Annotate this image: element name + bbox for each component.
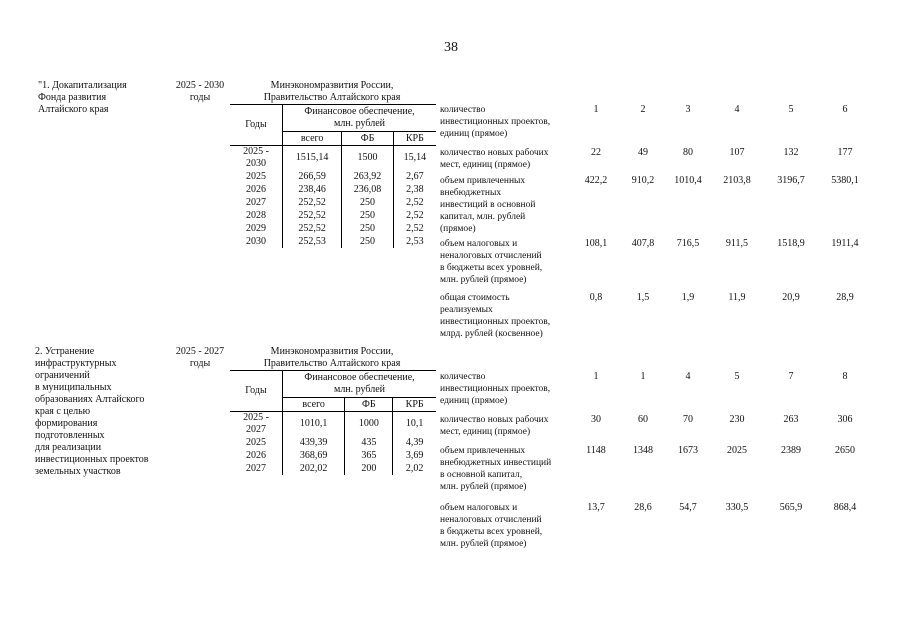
financing-cell: 1500 xyxy=(342,146,393,171)
measure-name-line: земельных участков xyxy=(35,466,121,477)
financing-cell: 2025 xyxy=(246,170,266,182)
financing-row xyxy=(230,209,436,222)
financing-cell: 2,38 xyxy=(393,183,436,196)
financing-cell: 202,02 xyxy=(283,462,345,475)
financing-cell: 252,53 xyxy=(283,235,342,248)
indicator-name-line: количество новых рабочих xyxy=(440,415,549,425)
indicator-value: 30 xyxy=(591,414,601,425)
indicator-name-line: инвестиционных проектов, xyxy=(440,317,551,327)
financing-row xyxy=(230,449,436,462)
indicator-name xyxy=(440,238,575,286)
measure-period xyxy=(170,346,230,370)
indicator-name-line: количество xyxy=(440,105,486,115)
indicator-value: 22 xyxy=(591,147,601,158)
financing-cell: 250 xyxy=(342,222,393,235)
financing-cell: 2028 xyxy=(246,209,266,221)
financing-cell: 2029 xyxy=(246,222,266,234)
indicator-value: 911,5 xyxy=(725,238,749,249)
indicator-value: 108,1 xyxy=(584,238,608,249)
responsible-executor-line: Правительство Алтайского края xyxy=(263,92,401,103)
financing-row xyxy=(230,196,436,209)
financing-row xyxy=(230,146,436,171)
responsible-executor xyxy=(232,346,432,370)
measure-name-line: в муниципальных xyxy=(35,382,112,393)
indicator-value: 107 xyxy=(729,147,745,158)
indicator-value: 407,8 xyxy=(631,238,655,249)
measure-name-line: формирования xyxy=(35,418,98,429)
measure-name xyxy=(38,80,168,116)
financing-cell: 2025 - 2027 xyxy=(243,412,269,435)
indicator-value: 2650 xyxy=(835,445,855,456)
financing-cell: 2,52 xyxy=(393,209,436,222)
financing-fb-header: ФБ xyxy=(342,132,393,146)
financing-cell: 252,52 xyxy=(283,196,342,209)
indicator-value: 1,9 xyxy=(681,292,695,303)
indicator-value: 177 xyxy=(837,147,853,158)
indicator-name-line: в бюджеты всех уровней, xyxy=(440,527,543,537)
indicator-name-line: объем привлеченных xyxy=(440,176,526,186)
measure-name-line: ограничений xyxy=(35,370,90,381)
financing-table xyxy=(230,104,436,248)
indicator-value: 1 xyxy=(593,371,599,382)
indicator-name-line: количество xyxy=(440,372,486,382)
indicator-name-line: инвестиционных проектов, xyxy=(440,384,551,394)
financing-row xyxy=(230,412,436,437)
responsible-executor-line: Минэкономразвития России, xyxy=(270,346,394,357)
indicator-name xyxy=(440,104,575,140)
measure-period xyxy=(170,80,230,104)
measure-name xyxy=(35,346,165,478)
measure-name-line: "1. Докапитализация xyxy=(38,80,127,91)
indicator-value: 1148 xyxy=(586,445,606,456)
indicator-name-line: капитал, млн. рублей xyxy=(440,212,526,222)
financing-years-header: Годы xyxy=(230,371,283,412)
measure-name-line: образованиях Алтайского xyxy=(35,394,145,405)
indicator-value: 910,2 xyxy=(631,175,655,186)
measure-name-line: 2. Устранение xyxy=(35,346,95,357)
measure-period-line: годы xyxy=(189,92,211,103)
financing-cell: 250 xyxy=(342,196,393,209)
financing-row xyxy=(230,462,436,475)
indicator-name xyxy=(440,292,575,340)
financing-amount-header xyxy=(283,105,437,132)
indicator-value: 0,8 xyxy=(589,292,603,303)
indicator-name-line: общая стоимость xyxy=(440,293,510,303)
indicator-name-line: объем привлеченных xyxy=(440,446,526,456)
page-number: 38 xyxy=(444,40,458,55)
indicator-value: 1 xyxy=(593,104,599,115)
financing-cell: 2,67 xyxy=(393,170,436,183)
indicator-value: 8 xyxy=(842,371,848,382)
indicator-name-line: внебюджетных инвестиций xyxy=(440,458,552,468)
indicator-value: 6 xyxy=(842,104,848,115)
indicator-value: 2 xyxy=(640,104,646,115)
measure-period-line: 2025 - 2027 xyxy=(175,346,225,357)
indicator-name-line: млн. рублей (прямое) xyxy=(440,539,527,549)
indicator-name-line: инвестиций в основной xyxy=(440,200,536,210)
financing-cell: 365 xyxy=(345,449,393,462)
responsible-executor-line: Правительство Алтайского края xyxy=(263,358,401,369)
indicator-value: 263 xyxy=(783,414,799,425)
indicator-value: 49 xyxy=(638,147,648,158)
indicator-value: 4 xyxy=(734,104,740,115)
indicator-value: 2389 xyxy=(781,445,801,456)
indicator-name-line: млн. рублей (прямое) xyxy=(440,482,527,492)
indicator-name-line: объем налоговых и xyxy=(440,503,518,513)
financing-cell: 15,14 xyxy=(393,146,436,171)
indicator-name-line: объем налоговых и xyxy=(440,239,518,249)
financing-cell: 2027 xyxy=(246,196,266,208)
financing-cell: 250 xyxy=(342,235,393,248)
financing-amount-header-line: Финансовое обеспечение, xyxy=(304,106,415,117)
financing-total-header: всего xyxy=(283,398,345,412)
indicator-value: 7 xyxy=(788,371,794,382)
financing-cell: 263,92 xyxy=(342,170,393,183)
financing-amount-header-line: млн. рублей xyxy=(333,384,386,395)
measure-name-line: края с целью xyxy=(35,406,91,417)
measure-name-line: инфраструктурных xyxy=(35,358,117,369)
financing-cell: 2026 xyxy=(246,183,266,195)
financing-cell: 252,52 xyxy=(283,222,342,235)
financing-cell: 4,39 xyxy=(393,436,436,449)
measure-period-line: 2025 - 2030 xyxy=(175,80,225,91)
indicator-name-line: неналоговых отчислений xyxy=(440,515,542,525)
financing-cell: 236,08 xyxy=(342,183,393,196)
measure-name-line: для реализации xyxy=(35,442,102,453)
financing-amount-header-line: Финансовое обеспечение, xyxy=(304,372,415,383)
financing-amount-header-line: млн. рублей xyxy=(333,118,386,129)
indicator-name-line: млрд. рублей (косвенное) xyxy=(440,329,543,339)
financing-years-header: Годы xyxy=(230,105,283,146)
financing-table xyxy=(230,370,436,475)
indicator-value: 330,5 xyxy=(725,502,749,513)
financing-cell: 439,39 xyxy=(283,436,345,449)
indicator-value: 4 xyxy=(685,371,691,382)
indicator-value: 716,5 xyxy=(676,238,700,249)
measure-name-line: Алтайского края xyxy=(38,104,109,115)
measure-period-line: годы xyxy=(189,358,211,369)
financing-cell: 2026 xyxy=(246,449,266,461)
indicator-name-line: мест, единиц (прямое) xyxy=(440,160,531,170)
indicator-name-line: в основной капитал, xyxy=(440,470,523,480)
indicator-value: 422,2 xyxy=(584,175,608,186)
indicator-name-line: в бюджеты всех уровней, xyxy=(440,263,543,273)
indicator-name xyxy=(440,175,575,235)
financing-fb-header: ФБ xyxy=(345,398,393,412)
financing-cell: 2,52 xyxy=(393,196,436,209)
responsible-executor-line: Минэкономразвития России, xyxy=(270,80,394,91)
financing-krb-header: КРБ xyxy=(393,132,436,146)
responsible-executor xyxy=(232,80,432,104)
indicator-value: 5380,1 xyxy=(831,175,859,186)
indicator-value: 1911,4 xyxy=(831,238,859,249)
indicator-value: 54,7 xyxy=(679,502,697,513)
financing-cell: 1000 xyxy=(345,412,393,437)
measure-name-line: подготовленных xyxy=(35,430,105,441)
indicator-name-line: инвестиционных проектов, xyxy=(440,117,551,127)
indicator-name-line: реализуемых xyxy=(440,305,493,315)
indicator-value: 60 xyxy=(638,414,648,425)
indicator-value: 5 xyxy=(788,104,794,115)
indicator-value: 2025 xyxy=(727,445,747,456)
financing-cell: 3,69 xyxy=(393,449,436,462)
indicator-value: 80 xyxy=(683,147,693,158)
financing-cell: 2,02 xyxy=(393,462,436,475)
financing-cell: 10,1 xyxy=(393,412,436,437)
indicator-value: 230 xyxy=(729,414,745,425)
indicator-value: 11,9 xyxy=(728,292,746,303)
financing-cell: 252,52 xyxy=(283,209,342,222)
indicator-name xyxy=(440,147,575,171)
financing-row xyxy=(230,436,436,449)
indicator-value: 565,9 xyxy=(779,502,803,513)
indicator-value: 1348 xyxy=(633,445,653,456)
indicator-value: 20,9 xyxy=(782,292,800,303)
financing-total-header: всего xyxy=(283,132,342,146)
indicator-name xyxy=(440,371,575,407)
financing-cell: 2030 xyxy=(246,235,266,247)
indicator-value: 28,9 xyxy=(836,292,854,303)
financing-cell: 250 xyxy=(342,209,393,222)
financing-cell: 435 xyxy=(345,436,393,449)
indicator-name-line: количество новых рабочих xyxy=(440,148,549,158)
indicator-value: 1 xyxy=(640,371,646,382)
financing-cell: 368,69 xyxy=(283,449,345,462)
financing-krb-header: КРБ xyxy=(393,398,436,412)
financing-cell: 2025 - 2030 xyxy=(243,146,269,169)
indicator-value: 3196,7 xyxy=(777,175,805,186)
measure-name-line: инвестиционных проектов xyxy=(35,454,149,465)
financing-cell: 1010,1 xyxy=(283,412,345,437)
indicator-value: 1673 xyxy=(678,445,698,456)
indicator-value: 868,4 xyxy=(833,502,857,513)
indicator-value: 132 xyxy=(783,147,799,158)
indicator-value: 70 xyxy=(683,414,693,425)
financing-row xyxy=(230,183,436,196)
indicator-value: 2103,8 xyxy=(723,175,751,186)
indicator-value: 306 xyxy=(837,414,853,425)
financing-amount-header xyxy=(283,371,437,398)
indicator-value: 1010,4 xyxy=(674,175,702,186)
indicator-name-line: (прямое) xyxy=(440,224,476,234)
financing-cell: 2025 xyxy=(246,436,266,448)
indicator-value: 5 xyxy=(734,371,740,382)
indicator-name xyxy=(440,502,575,550)
financing-cell: 2027 xyxy=(246,462,266,474)
financing-cell: 2,52 xyxy=(393,222,436,235)
financing-cell: 238,46 xyxy=(283,183,342,196)
financing-row xyxy=(230,222,436,235)
indicator-name-line: единиц (прямое) xyxy=(440,396,508,406)
financing-cell: 266,59 xyxy=(283,170,342,183)
financing-cell: 2,53 xyxy=(393,235,436,248)
financing-cell: 1515,14 xyxy=(283,146,342,171)
measure-name-line: Фонда развития xyxy=(38,92,107,103)
indicator-name-line: внебюджетных xyxy=(440,188,502,198)
financing-row xyxy=(230,170,436,183)
indicator-name xyxy=(440,414,575,438)
indicator-name xyxy=(440,445,575,493)
indicator-name-line: мест, единиц (прямое) xyxy=(440,427,531,437)
indicator-name-line: единиц (прямое) xyxy=(440,129,508,139)
indicator-value: 1,5 xyxy=(636,292,650,303)
indicator-value: 3 xyxy=(685,104,691,115)
indicator-name-line: млн. рублей (прямое) xyxy=(440,275,527,285)
indicator-value: 1518,9 xyxy=(777,238,805,249)
financing-cell: 200 xyxy=(345,462,393,475)
indicator-name-line: неналоговых отчислений xyxy=(440,251,542,261)
indicator-value: 28,6 xyxy=(634,502,652,513)
financing-row xyxy=(230,235,436,248)
indicator-value: 13,7 xyxy=(587,502,605,513)
